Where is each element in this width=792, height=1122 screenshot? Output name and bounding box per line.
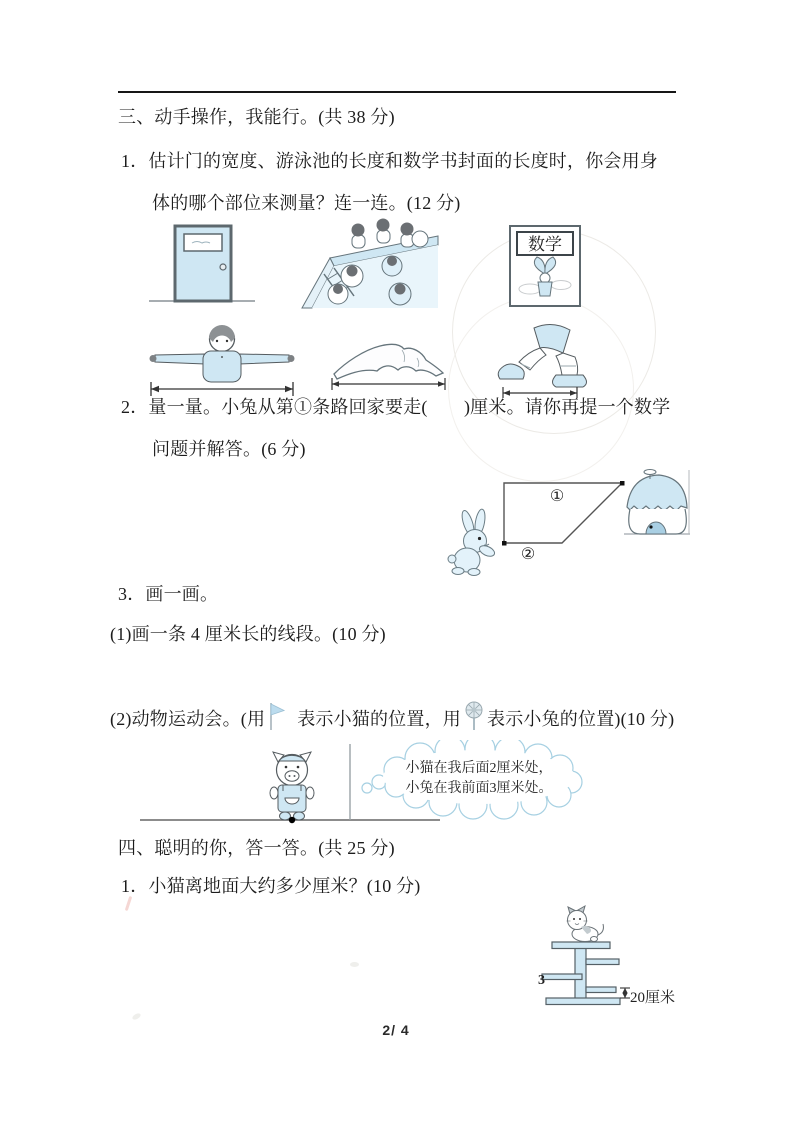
q2-line-2: 问题并解答。(6 分) [152, 439, 306, 459]
rabbit-paths-diagram [438, 466, 692, 582]
pig-number-line-scene [135, 740, 625, 836]
q1-line-2: 体的哪个部位来测量？连一连。(12 分) [152, 193, 461, 213]
speech-bubble [362, 740, 582, 819]
q2-line-1: 2．量一量。小兔从第①条路回家要走( )厘米。请你再提一个数学 [121, 397, 671, 417]
kids-on-edge [352, 219, 429, 249]
q3-heading: 3．画一画。 [118, 584, 219, 604]
door-illustration [145, 220, 260, 308]
arm-span-illustration [143, 322, 301, 398]
house-figure [624, 470, 690, 535]
pig-speech-line-2: 小兔在我前面3厘米处。 [405, 781, 553, 796]
pig-figure [270, 752, 314, 820]
flag-icon [268, 702, 285, 732]
book-title: 数学 [528, 235, 562, 254]
q3-part2-line [110, 700, 674, 731]
q3-part2-suffix: 表示小兔的位置)(10 分) [487, 709, 675, 730]
pig-position-dot [289, 817, 295, 823]
q3-part2-prefix: (2)动物运动会。(用 [110, 709, 266, 730]
pig-speech-line-1: 小猫在我后面2厘米处， [405, 761, 553, 776]
hand-span-illustration [322, 336, 457, 392]
scan-artifact [131, 1012, 141, 1021]
q3-part1-line: (1)画一条 4 厘米长的线段。(10 分) [110, 624, 386, 644]
door-knob [220, 264, 226, 270]
cat-figure [567, 906, 604, 942]
math-book-illustration [503, 222, 587, 310]
swimming-pool-illustration [300, 216, 440, 310]
section-four-heading: 四、聪明的你，答一答。(共 25 分) [118, 838, 395, 858]
section-three-heading: 三、动手操作，我能行。(共 38 分) [118, 107, 395, 127]
height-label: 20厘米 [630, 990, 676, 1006]
s4-q1-line: 1．小猫离地面大约多少厘米？(10 分) [121, 876, 421, 896]
q3-part2-mid: 表示小猫的位置，用 [297, 709, 461, 730]
step-length-illustration [490, 322, 602, 398]
hand-span-arrow [332, 378, 445, 390]
top-rule [118, 91, 676, 93]
rabbit-figure [448, 508, 496, 575]
arm-span-arrow [151, 382, 293, 396]
scan-artifact [350, 962, 359, 967]
cat-tree-diagram [524, 902, 699, 1014]
scan-artifact [125, 896, 132, 911]
q1-line-1: 1．估计门的宽度、游泳池的长度和数学书封面的长度时，你会用身 [121, 151, 658, 171]
flower-icon [464, 700, 484, 732]
path-1-label: ① [549, 488, 565, 505]
red-mark-3: 3 [538, 973, 545, 988]
page-number: 2/ 4 [382, 1022, 410, 1038]
path-2-label: ② [520, 546, 536, 563]
